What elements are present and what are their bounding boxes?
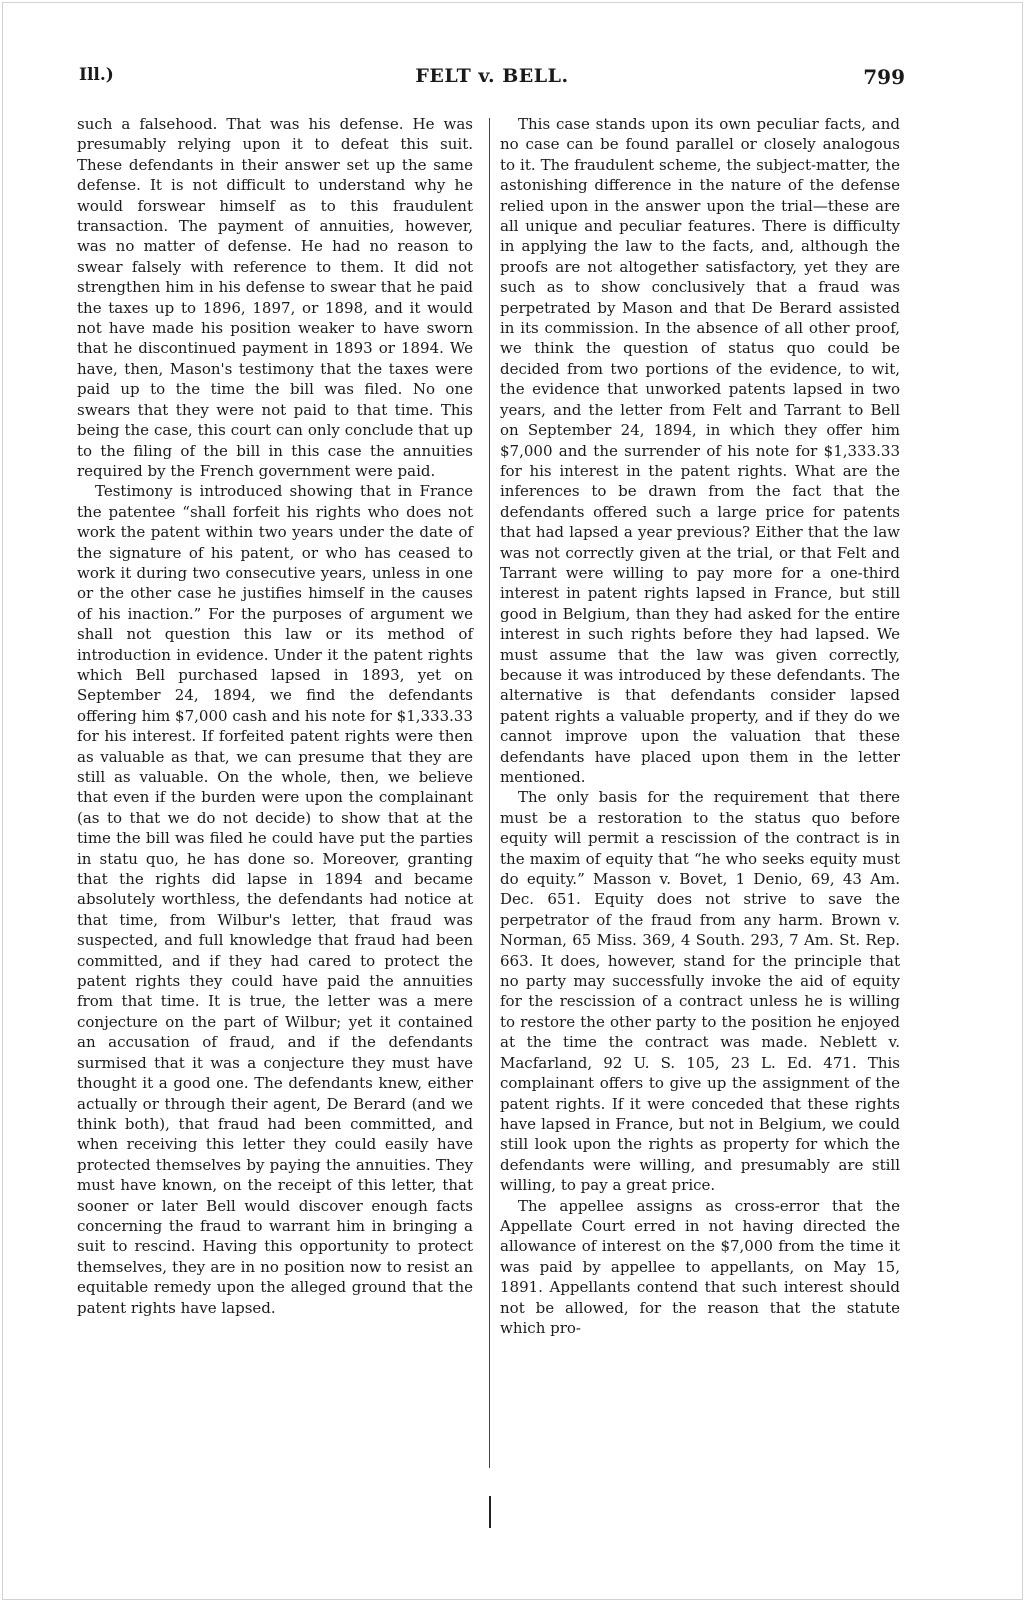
left-paragraph-2: Testimony is introduced showing that in France the patentee “shall forfeit his rights who does not work the patent within two years under the date of the signature of his patent, or who has ceased to work it during two consecutive years, unless in one or the other case he justifies himself in the causes of his inaction.” For the purposes of argument we shall not question this law or its method of introduction in evidence. Under it the patent rights which Bell purchased lapsed in 1893, yet on September 24, 1894, we find the defendants offering him $7,000 cash and his note for $1,333.33 for his interest. If forfeited patent rights were then as valuable as that, we can presume that they are still as valuable. On the whole, then, we believe that even if the burden were upon the complainant (as to that we do not decide) to show that at the time the bill was filed he could have put the parties in statu quo, he has done so. Moreover, granting that the rights did lapse in 1894 and became absolutely worthless, the defendants had notice at that time, from Wilbur's letter, that fraud was suspected, and full knowledge that fraud had been committed, and if they had cared to protect the patent rights they could have paid the annuities from that time. It is true, the letter was a mere conjecture on the part of Wilbur; yet it contained an accusation of fraud, and if the defendants surmised that it was a conjecture they must have thought it a good one. The defendants knew, either actually or through their agent, De Berard (and we think both), that fraud had been committed, and when receiving this letter they could easily have protected themselves by paying the annuities. They must have known, on the receipt of this letter, that sooner or later Bell would discover enough facts concerning the fraud to warrant him in bringing a suit to rescind. Having this opportunity to protect themselves, they are in no position now to resist an equitable remedy upon the alleged ground that the patent rights have lapsed.: [77, 482, 473, 1317]
right-paragraph-3: The appellee assigns as cross-error that the Appellate Court erred in not having directed the allowance of interest on the $7,000 from the time it was paid by appellee to appellants, on May 15, 1891. Appellants contend that such interest should not be allowed, for the reason that the statute which pro-: [500, 1196, 900, 1337]
jurisdiction-label: Ill.): [79, 65, 114, 85]
column-divider-mark: [489, 1496, 491, 1528]
case-title: FELT v. BELL.: [415, 65, 569, 87]
right-column: [500, 114, 900, 1338]
column-divider: [489, 118, 490, 1468]
left-paragraph-1: such a falsehood. That was his defense. He was presumably relying upon it to defeat this suit. These defendants in their answer set up the same defense. It is not difficult to understand why he would forswear himself as to this fraudulent transaction. The payment of annuities, however, was no matter of defense. He had no reason to swear falsely with reference to them. It did not strengthen him in his defense to swear that he paid the taxes up to 1896, 1897, or 1898, and it would not have made his position weaker to have sworn that he discontinued payment in 1893 or 1894. We have, then, Mason's testimony that the taxes were paid up to the time the bill was filed. No one swears that they were not paid to that time. This being the case, this court can only conclude that up to the filing of the bill in this case the annuities required by the French government were paid.: [77, 115, 473, 480]
left-column: [77, 114, 473, 1318]
page-header: [79, 65, 905, 95]
page-number: 799: [863, 65, 905, 89]
right-paragraph-1: This case stands upon its own peculiar facts, and no case can be found parallel or closely analogous to it. The fraudulent scheme, the subject-matter, the astonishing difference in the nature of the defense relied upon in the answer upon the trial—these are all unique and peculiar features. There is difficulty in applying the law to the facts, and, although the proofs are not altogether satisfactory, yet they are such as to show conclusively that a fraud was perpetrated by Mason and that De Berard assisted in its commission. In the absence of all other proof, we think the question of status quo could be decided from two portions of the evidence, to wit, the evidence that unworked patents lapsed in two years, and the letter from Felt and Tarrant to Bell on September 24, 1894, in which they offer him $7,000 and the surrender of his note for $1,333.33 for his interest in the patent rights. What are the inferences to be drawn from the fact that the defendants offered such a large price for patents that had lapsed a year previous? Either that the law was not correctly given at the trial, or that Felt and Tarrant were willing to pay more for a one-third interest in patent rights lapsed in France, but still good in Belgium, than they had asked for the entire interest in such rights before they had lapsed. We must assume that the law was given correctly, because it was introduced by these defendants. The alternative is that defendants consider lapsed patent rights a valuable property, and if they do we cannot improve upon the valuation that these defendants have placed upon them in the letter mentioned.: [500, 115, 900, 786]
right-paragraph-2: The only basis for the requirement that there must be a restoration to the status quo before equity will permit a rescission of the contract is in the maxim of equity that “he who seeks equity must do equity.” Masson v. Bovet, 1 Denio, 69, 43 Am. Dec. 651. Equity does not strive to save the perpetrator of the fraud from any harm. Brown v. Norman, 65 Miss. 369, 4 South. 293, 7 Am. St. Rep. 663. It does, however, stand for the principle that no party may successfully invoke the aid of equity for the rescission of a contract unless he is willing to restore the other party to the position he enjoyed at the time the contract was made. Neblett v. Macfarland, 92 U. S. 105, 23 L. Ed. 471. This complainant offers to give up the assignment of the patent rights. If it were conceded that these rights have lapsed in France, but not in Belgium, we could still look upon the rights as property for which the defendants were willing, and presumably are still willing, to pay a great price.: [500, 788, 900, 1195]
